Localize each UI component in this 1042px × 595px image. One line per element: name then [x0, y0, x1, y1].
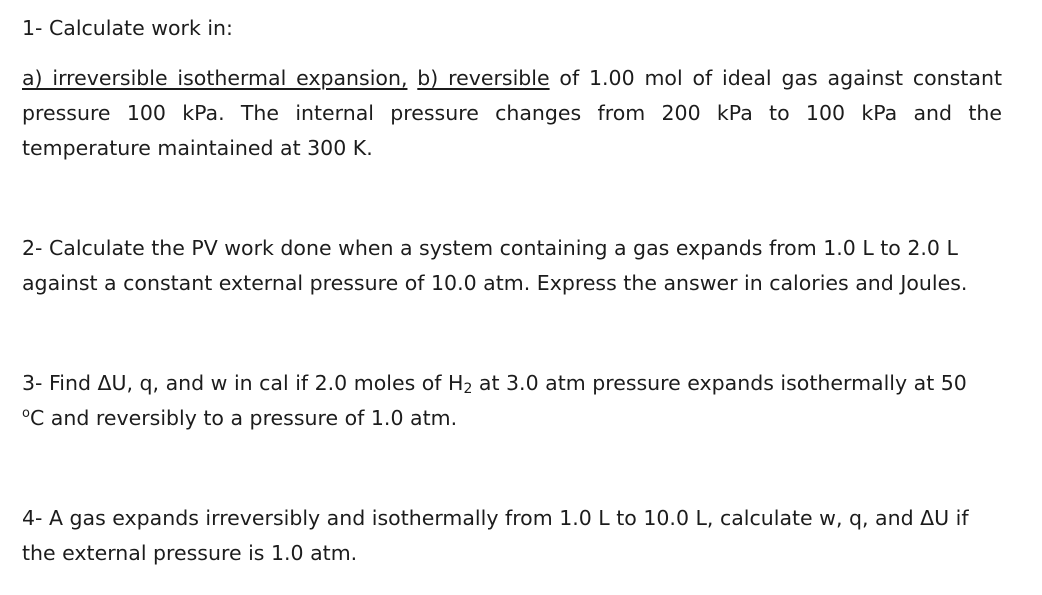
part-a-label: a) irreversible isothermal expansion, — [22, 66, 408, 90]
question-3-line-1 — [22, 371, 1002, 395]
question-4-line-2: the external pressure is 1.0 atm. — [22, 541, 358, 565]
question-2-line-2: against a constant external pressure of 10.0 atm. Express the answer in calories and Joules. — [22, 271, 968, 295]
question-3-line-2 — [22, 406, 1002, 430]
part-b-label: b) reversible — [417, 66, 550, 90]
question-3-line-1-start: 3- Find ΔU, q, and w in cal if 2.0 moles of H — [22, 371, 464, 395]
question-1-line-1 — [22, 66, 1002, 90]
question-1-heading: 1- Calculate work in: — [22, 16, 233, 40]
question-2-line-1: 2- Calculate the PV work done when a system containing a gas expands from 1.0 L to 2.0 L — [22, 236, 958, 260]
question-3-line-2-rest: C and reversibly to a pressure of 1.0 atm. — [29, 406, 458, 430]
question-4-line-1: 4- A gas expands irreversibly and isothermally from 1.0 L to 10.0 L, calculate w, q, and ΔU if — [22, 506, 969, 530]
question-1-line-3: temperature maintained at 300 K. — [22, 136, 373, 160]
question-3-line-1-end: at 3.0 atm pressure expands isothermally at 50 — [472, 371, 967, 395]
question-1-line-2: pressure 100 kPa. The internal pressure changes from 200 kPa to 100 kPa and the — [22, 101, 1002, 125]
hydrogen-subscript: 2 — [463, 381, 473, 397]
question-1-line-1-rest: of 1.00 mol of ideal gas against constant — [559, 66, 1002, 90]
degree-symbol: o — [22, 406, 30, 421]
